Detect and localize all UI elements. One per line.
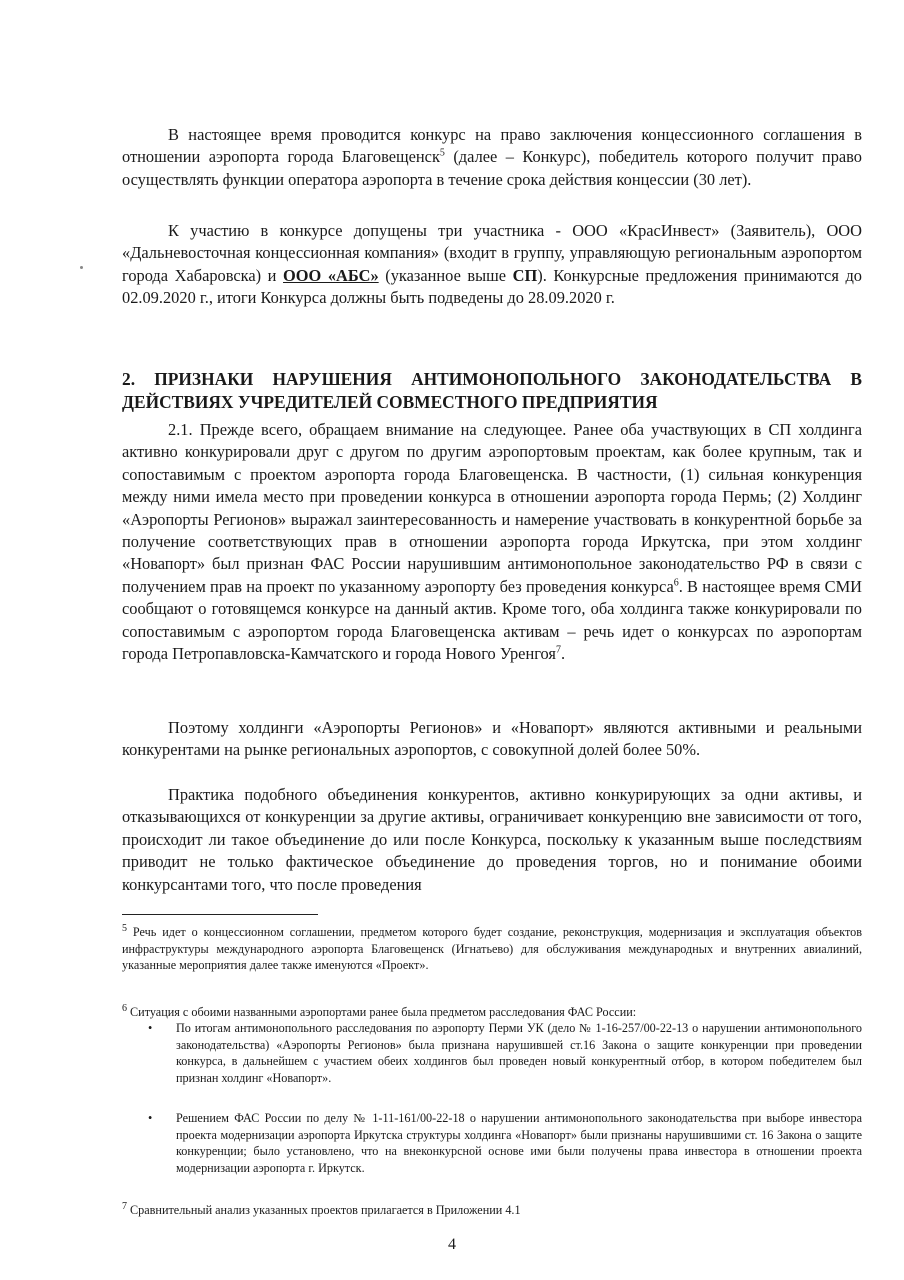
- paragraph-practice: Практика подобного объединения конкурентов, активно конкурирующих за одни активы, и отказывающихся от конкуренции за другие активы, ограничивает конкуренцию вне зависимости от того, происходит ли такое объединение до или после Конкурса, поскольку к указанным выше последствиям приводит не только фактическое объединение до проведения торгов, но и понимание обоими конкурсантами того, что после проведения: [122, 785, 862, 894]
- footnote-ref-6: 6: [673, 577, 679, 589]
- paragraph-text: (далее – Конкурс), победитель которого получит право осуществлять функции оператора аэропорта в течение срока действия концессии (30 лет).: [122, 147, 862, 189]
- footnote-text: Речь идет о концессионном соглашении, предметом которого будет создание, реконструкция, модернизация и эксплуатация объектов инфраструктуры международного аэропорта Благовещенск (Игнатьево) для обслуживания международных и внутренних авиалиний, указанные мероприятия далее также именуются «Проект».: [122, 925, 862, 973]
- footnote-ref-5: 5: [439, 147, 445, 159]
- footnote-5: [122, 924, 862, 974]
- paragraph-text: . В настоящее время СМИ сообщают о готовящемся конкурсе на данный актив. Кроме того, оба холдинга также конкурировали по сопоставимым с аэропортом города Благовещенска активам – речь идет о конкурсах по аэропортам города Петропавловска-Камчатского и города Нового Уренгоя: [122, 576, 862, 664]
- paragraph-participants: [122, 220, 862, 310]
- footnote-text: Ситуация с обоими названными аэропортами ранее была предметом расследования ФАС России:: [127, 1005, 637, 1019]
- paragraph-2-1: [122, 419, 862, 665]
- paragraph-text: (указанное выше: [378, 265, 513, 285]
- footnote-6: [122, 1004, 862, 1021]
- bullet-icon: •: [148, 1111, 153, 1125]
- scan-speck: [80, 266, 83, 269]
- footnote-number: 5: [122, 922, 127, 934]
- paragraph-holdings: Поэтому холдинги «Аэропорты Регионов» и «Новапорт» являются активными и реальными конкурентами на рынке региональных аэропортов, с совокупной долей более 50%.: [122, 718, 862, 760]
- list-item: [122, 1110, 862, 1176]
- list-item: [122, 1020, 862, 1086]
- abs-company-name: ООО «АБС»: [283, 265, 379, 285]
- list-item-text: По итогам антимонопольного расследования по аэропорту Перми УК (дело № 1-16-257/00-22-13 о нарушении антимонопольного законодательства) «Аэропорты Регионов» была признана нарушившей ст.16 Закона о защите конкуренции при проведении конкурса, в дальнейшем с участием обеих холдингов был проведен новый конкурентный отбор, в котором победителем был признан холдинг «Новапорт».: [176, 1021, 862, 1085]
- footnote-number: 7: [122, 1200, 127, 1212]
- footnote-text: Сравнительный анализ указанных проектов прилагается в Приложении 4.1: [127, 1203, 521, 1217]
- paragraph-text: В настоящее время проводится конкурс на право заключения концессионного соглашения в отношении аэропорта города Благовещенск: [122, 125, 862, 167]
- list-item-text: Решением ФАС России по делу № 1-11-161/00-22-18 о нарушении антимонопольного законодательства при выборе инвестора проекта модернизации аэропорта Иркутска структуры холдинга «Новапорт» были признаны нарушившими ст. 16 Закона о защите конкуренции; было установлено, что на внеконкурсной основе ими были получены права инвестора в отношении проекта модернизации аэропорта г. Иркутск.: [176, 1111, 862, 1175]
- footnote-bullet-list: [122, 1110, 862, 1176]
- paragraph-contest: [122, 124, 862, 191]
- paragraph-text: 2.1. Прежде всего, обращаем внимание на следующее. Ранее оба участвующих в СП холдинга активно конкурировали друг с другом по другим аэропортовым проектам, как более крупным, так и сопоставимым с проектом аэропорта города Благовещенска. В частности, (1) сильная конкуренция между ними имела место при проведении конкурса в отношении аэропорта города Пермь; (2) Холдинг «Аэропорты Регионов» выражал заинтересованность и намерение участвовать в конкурентной борьбе за получение соответствующих прав в отношении аэропорта города Иркутска, при этом холдинг «Новапорт» был признан ФАС России нарушившим антимонопольное законодательство РФ в связи с получением прав на проект по указанному аэропорту без проведения конкурса: [122, 420, 862, 596]
- footnote-ref-7: 7: [555, 644, 561, 656]
- footnote-separator: [122, 914, 318, 915]
- section-heading: 2. ПРИЗНАКИ НАРУШЕНИЯ АНТИМОНОПОЛЬНОГО ЗАКОНОДАТЕЛЬСТВА В ДЕЙСТВИЯХ УЧРЕДИТЕЛЕЙ СОВМЕСТНОГО ПРЕДПРИЯТИЯ: [122, 369, 862, 412]
- paragraph-text: .: [560, 644, 566, 664]
- paragraph-text: ). Конкурсные предложения принимаются до 02.09.2020 г., итоги Конкурса должны быть подведены до 28.09.2020 г.: [122, 265, 862, 308]
- footnote-7: [122, 1202, 862, 1219]
- page-number: 4: [448, 1236, 456, 1253]
- bullet-icon: •: [148, 1021, 153, 1035]
- footnote-number: 6: [122, 1002, 127, 1014]
- footnote-bullet-list: [122, 1020, 862, 1086]
- paragraph-text: К участию в конкурсе допущены три участника - ООО «КрасИнвест» (Заявитель), ООО «Дальневосточная концессионная компания» (входит в группу, управляющую региональным аэропортом города Хабаровска) и: [122, 221, 862, 285]
- sp-abbreviation: СП: [512, 265, 538, 285]
